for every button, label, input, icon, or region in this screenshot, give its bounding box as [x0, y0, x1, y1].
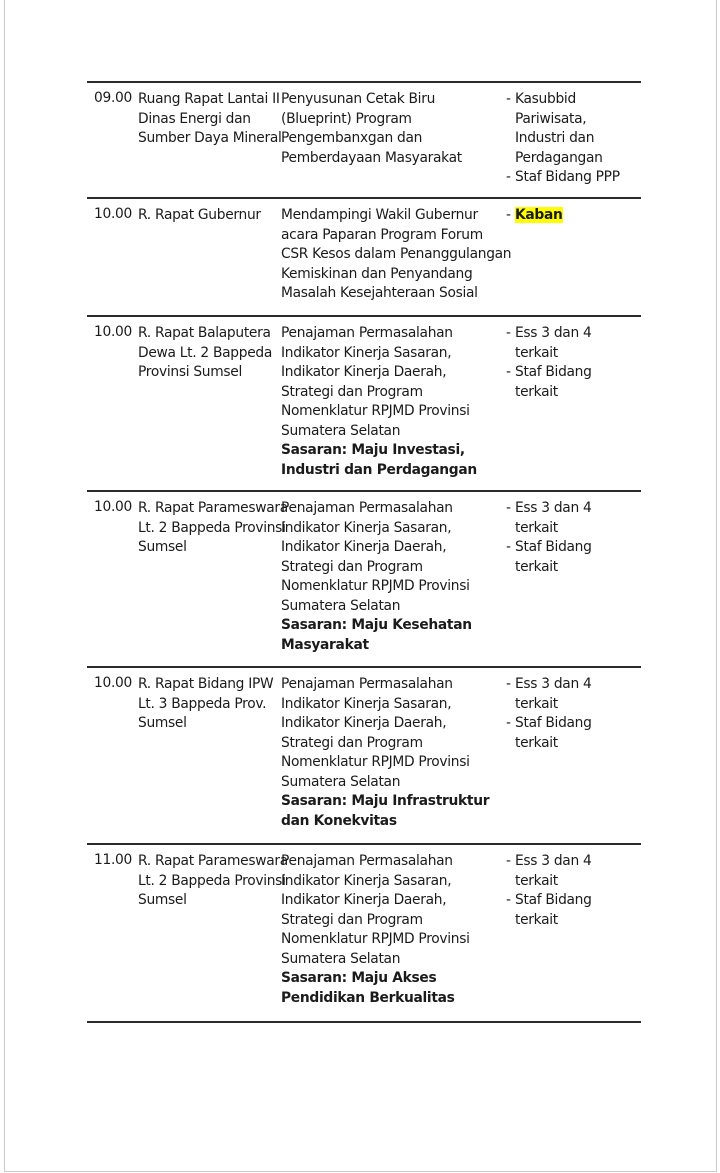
activity-line: acara Paparan Program Forum — [281, 226, 483, 243]
activity-line: Indikator Kinerja Daerah, — [281, 715, 447, 731]
location-line: Lt. 3 Bappeda Prov. — [138, 695, 267, 712]
activity-line: Penyusunan Cetak Biru — [281, 91, 436, 107]
participant-line — [506, 891, 641, 911]
schedule-row — [87, 315, 641, 490]
location-cell — [138, 668, 281, 843]
location-line: Sumsel — [138, 715, 187, 731]
location-cell — [138, 317, 281, 490]
activity-line: Penajaman Permasalahan — [281, 325, 453, 341]
activity-emphasis-line: Masyarakat — [281, 636, 369, 653]
participants-cell — [506, 83, 641, 197]
activity-emphasis-line: Industri dan Perdagangan — [281, 461, 477, 478]
activity-line: Pemberdayaan Masyarakat — [281, 149, 462, 166]
activity-line: Penajaman Permasalahan — [281, 853, 453, 869]
participant-item — [506, 363, 641, 402]
schedule-table — [87, 81, 641, 1023]
activity-line: Strategi dan Program — [281, 911, 423, 928]
activity-cell — [281, 83, 506, 197]
location-line: R. Rapat Parameswara — [138, 853, 288, 869]
participant-text: Staf Bidang — [515, 715, 592, 731]
activity-line: Indikator Kinerja Sasaran, — [281, 872, 452, 889]
schedule-row — [87, 197, 641, 315]
location-line: Dewa Lt. 2 Bappeda — [138, 344, 273, 361]
activity-line: Indikator Kinerja Sasaran, — [281, 344, 452, 361]
location-line: R. Rapat Bidang IPW — [138, 676, 274, 692]
dash-bullet: - — [506, 715, 511, 731]
activity-emphasis-line: Sasaran: Maju Akses — [281, 970, 437, 986]
time-cell: 10.00 — [94, 675, 132, 691]
schedule-row — [87, 490, 641, 666]
location-line: Lt. 2 Bappeda Provinsi — [138, 519, 286, 536]
activity-line: Kemiskinan dan Penyandang — [281, 265, 473, 282]
location-line: Provinsi Sumsel — [138, 364, 242, 380]
participant-line — [506, 363, 641, 383]
activity-line: Nomenklatur RPJMD Provinsi — [281, 403, 470, 419]
participant-item — [506, 90, 641, 168]
participant-text: terkait — [515, 558, 558, 575]
time-cell: 10.00 — [94, 324, 132, 340]
activity-line: Indikator Kinerja Sasaran, — [281, 519, 452, 536]
participant-text: terkait — [515, 734, 558, 751]
participant-text: Ess 3 dan 4 — [515, 500, 592, 516]
participant-text: Staf Bidang — [515, 892, 592, 908]
location-line: Sumsel — [138, 539, 187, 555]
participant-line — [506, 90, 641, 110]
schedule-row — [87, 666, 641, 843]
participant-item — [506, 538, 641, 577]
participant-line — [506, 675, 641, 695]
time-cell: 10.00 — [94, 206, 132, 222]
time-cell: 09.00 — [94, 90, 132, 106]
activity-cell — [281, 317, 506, 490]
activity-line: Indikator Kinerja Sasaran, — [281, 695, 452, 712]
activity-line: Nomenklatur RPJMD Provinsi — [281, 754, 470, 770]
location-line: Dinas Energi dan — [138, 110, 251, 127]
participant-line — [506, 499, 641, 519]
activity-line: Pengembanxgan dan — [281, 130, 423, 146]
location-line: R. Rapat Gubernur — [138, 207, 261, 223]
activity-line: Sumatera Selatan — [281, 597, 401, 614]
activity-emphasis-line: Sasaran: Maju Kesehatan — [281, 617, 472, 633]
participant-text: terkait — [515, 383, 558, 400]
participant-line — [506, 324, 641, 344]
activity-line: Strategi dan Program — [281, 383, 423, 400]
location-cell — [138, 83, 281, 197]
activity-cell — [281, 199, 512, 315]
participant-text: Perdagangan — [515, 149, 603, 166]
location-line: Lt. 2 Bappeda Provinsi — [138, 872, 286, 889]
activity-line: Indikator Kinerja Daerah, — [281, 364, 447, 380]
activity-line: Sumatera Selatan — [281, 422, 401, 439]
location-cell — [138, 845, 288, 1021]
participant-item-highlighted — [506, 206, 641, 226]
activity-line: Mendampingi Wakil Gubernur — [281, 207, 478, 223]
participants-cell — [506, 317, 641, 490]
participants-cell — [506, 199, 641, 315]
participant-text: terkait — [515, 344, 558, 361]
participant-item — [506, 324, 641, 363]
activity-line: Strategi dan Program — [281, 734, 423, 751]
participants-cell — [506, 492, 641, 666]
activity-line: Penajaman Permasalahan — [281, 500, 453, 516]
participant-item — [506, 168, 641, 188]
participant-line — [506, 206, 641, 226]
activity-cell — [281, 845, 506, 1021]
participant-item — [506, 499, 641, 538]
dash-bullet: - — [506, 207, 511, 223]
participant-item — [506, 852, 641, 891]
participant-text: terkait — [515, 911, 558, 928]
location-cell — [138, 199, 281, 315]
participant-text: Ess 3 dan 4 — [515, 853, 592, 869]
participant-line — [506, 168, 641, 188]
participant-text: terkait — [515, 519, 558, 536]
dash-bullet: - — [506, 169, 511, 185]
participant-line — [506, 538, 641, 558]
participant-line — [506, 714, 641, 734]
participant-text: Ess 3 dan 4 — [515, 325, 592, 341]
participant-text: Staf Bidang — [515, 539, 592, 555]
activity-cell — [281, 492, 506, 666]
activity-line: Penajaman Permasalahan — [281, 676, 453, 692]
location-line: R. Rapat Parameswara — [138, 500, 288, 516]
dash-bullet: - — [506, 325, 511, 341]
dash-bullet: - — [506, 892, 511, 908]
activity-line: Strategi dan Program — [281, 558, 423, 575]
location-cell — [138, 492, 288, 666]
dash-bullet: - — [506, 500, 511, 516]
dash-bullet: - — [506, 91, 511, 107]
activity-emphasis-line: Sasaran: Maju Investasi, — [281, 442, 465, 458]
activity-emphasis-line: Pendidikan Berkualitas — [281, 989, 455, 1006]
document-page — [4, 0, 717, 1172]
dash-bullet: - — [506, 676, 511, 692]
participants-cell — [506, 668, 641, 843]
activity-cell — [281, 668, 506, 843]
participant-item — [506, 714, 641, 753]
dash-bullet: - — [506, 853, 511, 869]
schedule-row — [87, 81, 641, 197]
activity-line: Sumatera Selatan — [281, 773, 401, 790]
activity-emphasis-line: dan Konekvitas — [281, 812, 397, 829]
activity-emphasis-line: Sasaran: Maju Infrastruktur — [281, 793, 490, 809]
time-cell: 11.00 — [94, 852, 132, 868]
location-line: Sumsel — [138, 892, 187, 908]
location-line: Ruang Rapat Lantai II — [138, 91, 280, 107]
participant-text: Industri dan — [515, 130, 595, 146]
location-line: Sumber Daya Mineral — [138, 130, 282, 146]
activity-line: Indikator Kinerja Daerah, — [281, 539, 447, 555]
participants-cell — [506, 845, 641, 1021]
participant-text: Kasubbid — [515, 91, 576, 107]
activity-line: Nomenklatur RPJMD Provinsi — [281, 931, 470, 947]
time-cell: 10.00 — [94, 499, 132, 515]
participant-text: Staf Bidang — [515, 364, 592, 380]
participant-line — [506, 852, 641, 872]
participant-text: Ess 3 dan 4 — [515, 676, 592, 692]
participant-text: Kaban — [515, 207, 563, 223]
participant-text: terkait — [515, 872, 558, 889]
activity-line: CSR Kesos dalam Penanggulangan — [281, 246, 512, 262]
participant-item — [506, 891, 641, 930]
participant-text: Staf Bidang PPP — [515, 169, 620, 185]
activity-line: (Blueprint) Program — [281, 110, 412, 127]
schedule-row — [87, 843, 641, 1021]
activity-line: Nomenklatur RPJMD Provinsi — [281, 578, 470, 594]
participant-text: Pariwisata, — [515, 110, 587, 127]
activity-line: Masalah Kesejahteraan Sosial — [281, 285, 478, 301]
participant-item — [506, 675, 641, 714]
location-line: R. Rapat Balaputera — [138, 325, 271, 341]
dash-bullet: - — [506, 539, 511, 555]
activity-line: Sumatera Selatan — [281, 950, 401, 967]
activity-line: Indikator Kinerja Daerah, — [281, 892, 447, 908]
participant-text: terkait — [515, 695, 558, 712]
dash-bullet: - — [506, 364, 511, 380]
